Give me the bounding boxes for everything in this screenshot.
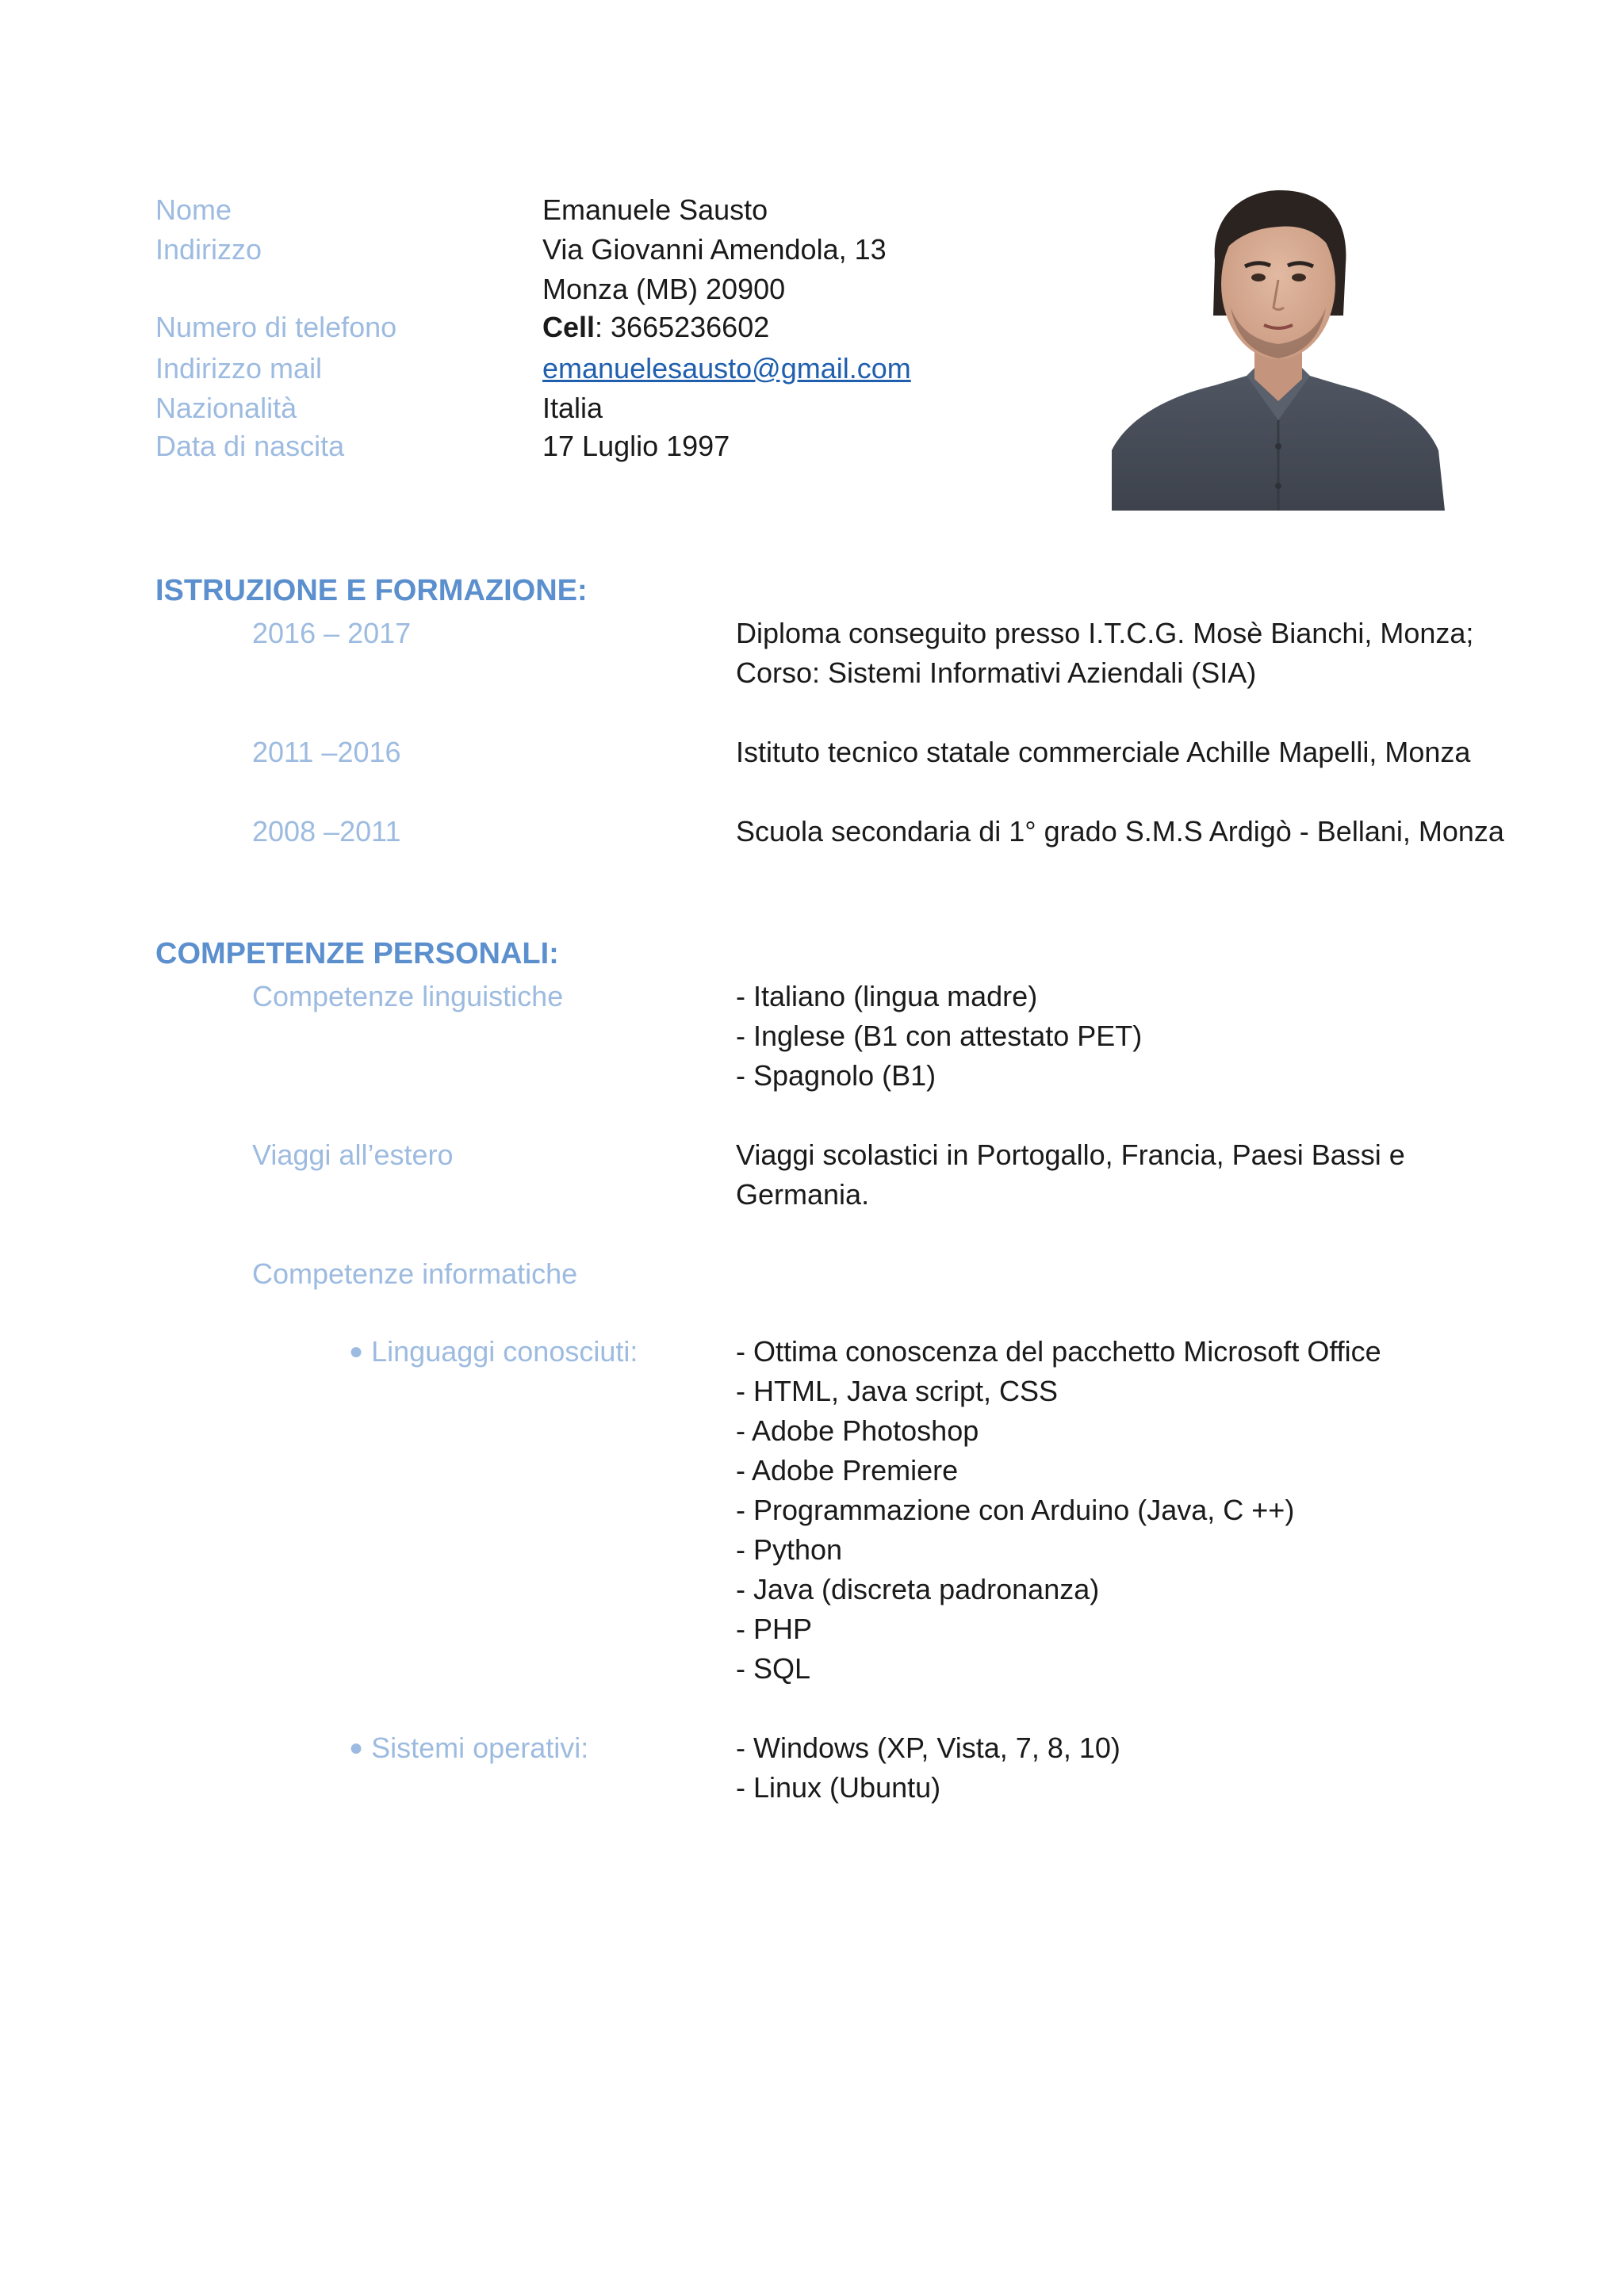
languages-label: Competenze linguistiche <box>252 980 564 1012</box>
coding-item: - PHP <box>736 1613 813 1645</box>
address-label: Indirizzo <box>155 233 262 266</box>
travel-line2: Germania. <box>736 1178 870 1211</box>
travel-line1: Viaggi scolastici in Portogallo, Francia, Paesi Bassi e <box>736 1138 1405 1171</box>
email-link[interactable]: emanuelesausto@gmail.com <box>542 352 911 385</box>
os-item: - Windows (XP, Vista, 7, 8, 10) <box>736 1732 1120 1764</box>
coding-label: Linguaggi conosciuti: <box>371 1335 638 1368</box>
profile-photo <box>1112 189 1445 511</box>
os-item: - Linux (Ubuntu) <box>736 1771 941 1804</box>
birth-label: Data di nascita <box>155 430 345 462</box>
os-label: Sistemi operativi: <box>371 1732 589 1764</box>
phone-prefix: Cell <box>542 311 596 343</box>
bullet-icon: ● <box>349 1735 364 1761</box>
phone-number: : 3665236602 <box>595 311 770 343</box>
coding-item: - Adobe Premiere <box>736 1454 959 1487</box>
birth-value: 17 Luglio 1997 <box>542 430 730 462</box>
coding-item: - Ottima conoscenza del pacchetto Microsoft Office <box>736 1335 1381 1368</box>
travel-label: Viaggi all’estero <box>252 1138 454 1171</box>
education-years-2: 2011 –2016 <box>252 736 401 768</box>
name-value: Emanuele Sausto <box>542 193 768 226</box>
education-title: ISTRUZIONE E FORMAZIONE: <box>155 574 588 607</box>
address-line2: Monza (MB) 20900 <box>542 273 786 305</box>
coding-label-row <box>349 1335 638 1368</box>
education-line-3: Scuola secondaria di 1° grado S.M.S Ardigò - Bellani, Monza <box>736 815 1504 848</box>
nationality-value: Italia <box>542 392 603 424</box>
name-label: Nome <box>155 193 232 226</box>
language-item: - Italiano (lingua madre) <box>736 980 1038 1012</box>
phone-label: Numero di telefono <box>155 311 397 343</box>
phone-value <box>542 311 769 344</box>
email-label: Indirizzo mail <box>155 352 323 385</box>
education-line-2: Istituto tecnico statale commerciale Achille Mapelli, Monza <box>736 736 1471 768</box>
coding-item: - SQL <box>736 1652 811 1685</box>
address-line1: Via Giovanni Amendola, 13 <box>542 233 887 266</box>
skills-title: COMPETENZE PERSONALI: <box>155 937 559 970</box>
coding-item: - Adobe Photoshop <box>736 1414 979 1447</box>
coding-item: - Python <box>736 1533 843 1566</box>
os-label-row <box>349 1732 588 1765</box>
nationality-label: Nazionalità <box>155 392 297 424</box>
coding-item: - Java (discreta padronanza) <box>736 1573 1100 1605</box>
language-item: - Spagnolo (B1) <box>736 1059 936 1092</box>
coding-item: - Programmazione con Arduino (Java, C ++) <box>736 1494 1295 1526</box>
education-years-1: 2016 – 2017 <box>252 617 412 649</box>
education-years-3: 2008 –2011 <box>252 815 401 848</box>
bullet-icon: ● <box>349 1338 364 1364</box>
it-skills-label: Competenze informatiche <box>252 1257 578 1290</box>
education-line-1b: Corso: Sistemi Informativi Aziendali (SIA) <box>736 656 1257 689</box>
coding-item: - HTML, Java script, CSS <box>736 1375 1059 1407</box>
language-item: - Inglese (B1 con attestato PET) <box>736 1020 1143 1052</box>
education-line-1a: Diploma conseguito presso I.T.C.G. Mosè Bianchi, Monza; <box>736 617 1474 649</box>
